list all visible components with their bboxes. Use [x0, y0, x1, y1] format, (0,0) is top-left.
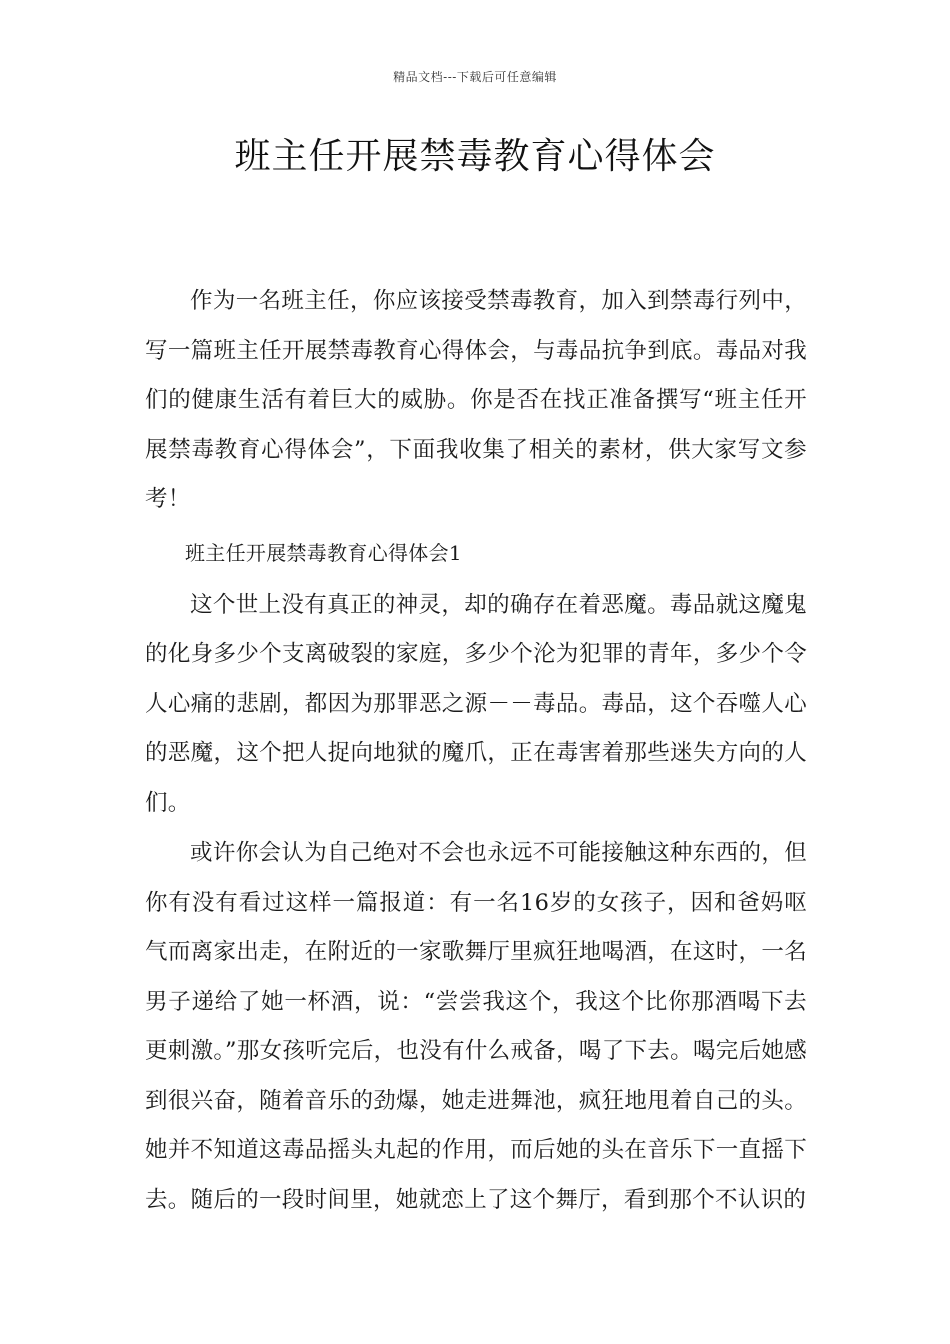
body-paragraph: 这个世上没有真正的神灵，却的确存在着恶魔。毒品就这魔鬼的化身多少个支离破裂的家庭，多少个沦为犯罪的青年，多少个令人心痛的悲剧，都因为那罪恶之源－－毒品。毒品，这个吞噬人心的恶魔，这个把人捉向地狱的魔爪，正在毒害着那些迷失方向的人们。	[145, 591, 807, 816]
document-title: 班主任开展禁毒教育心得体会	[234, 136, 716, 177]
document-body	[145, 277, 807, 1225]
intro-paragraph: 作为一名班主任，你应该接受禁毒教育，加入到禁毒行列中，写一篇班主任开展禁毒教育心得体会，与毒品抗争到底。毒品对我们的健康生活有着巨大的威胁。你是否在找正准备撰写“班主任开展禁毒教育心得体会”，下面我收集了相关的素材，供大家写文参考！	[145, 288, 807, 512]
section-heading: 班主任开展禁毒教育心得体会1	[185, 540, 462, 565]
header-note: 精品文档---下载后可任意编辑	[393, 70, 557, 84]
body-paragraph: 或许你会认为自己绝对不会也永远不可能接触这种东西的，但你有没有看过这样一篇报道：有一名16岁的女孩子，因和爸妈呕气而离家出走，在附近的一家歌舞厅里疯狂地喝酒，在这时，一名男子递给了她一杯酒，说：“尝尝我这个，我这个比你那酒喝下去更刺激。”那女孩听完后，也没有什么戒备，喝了下去。喝完后她感到很兴奋，随着音乐的劲爆，她走进舞池，疯狂地甩着自己的头。她并不知道这毒品摇头丸起的作用，而后她的头在音乐下一直摇下去。随后的一段时间里，她就恋上了这个舞厅，看到那个不认识的	[145, 840, 807, 1213]
